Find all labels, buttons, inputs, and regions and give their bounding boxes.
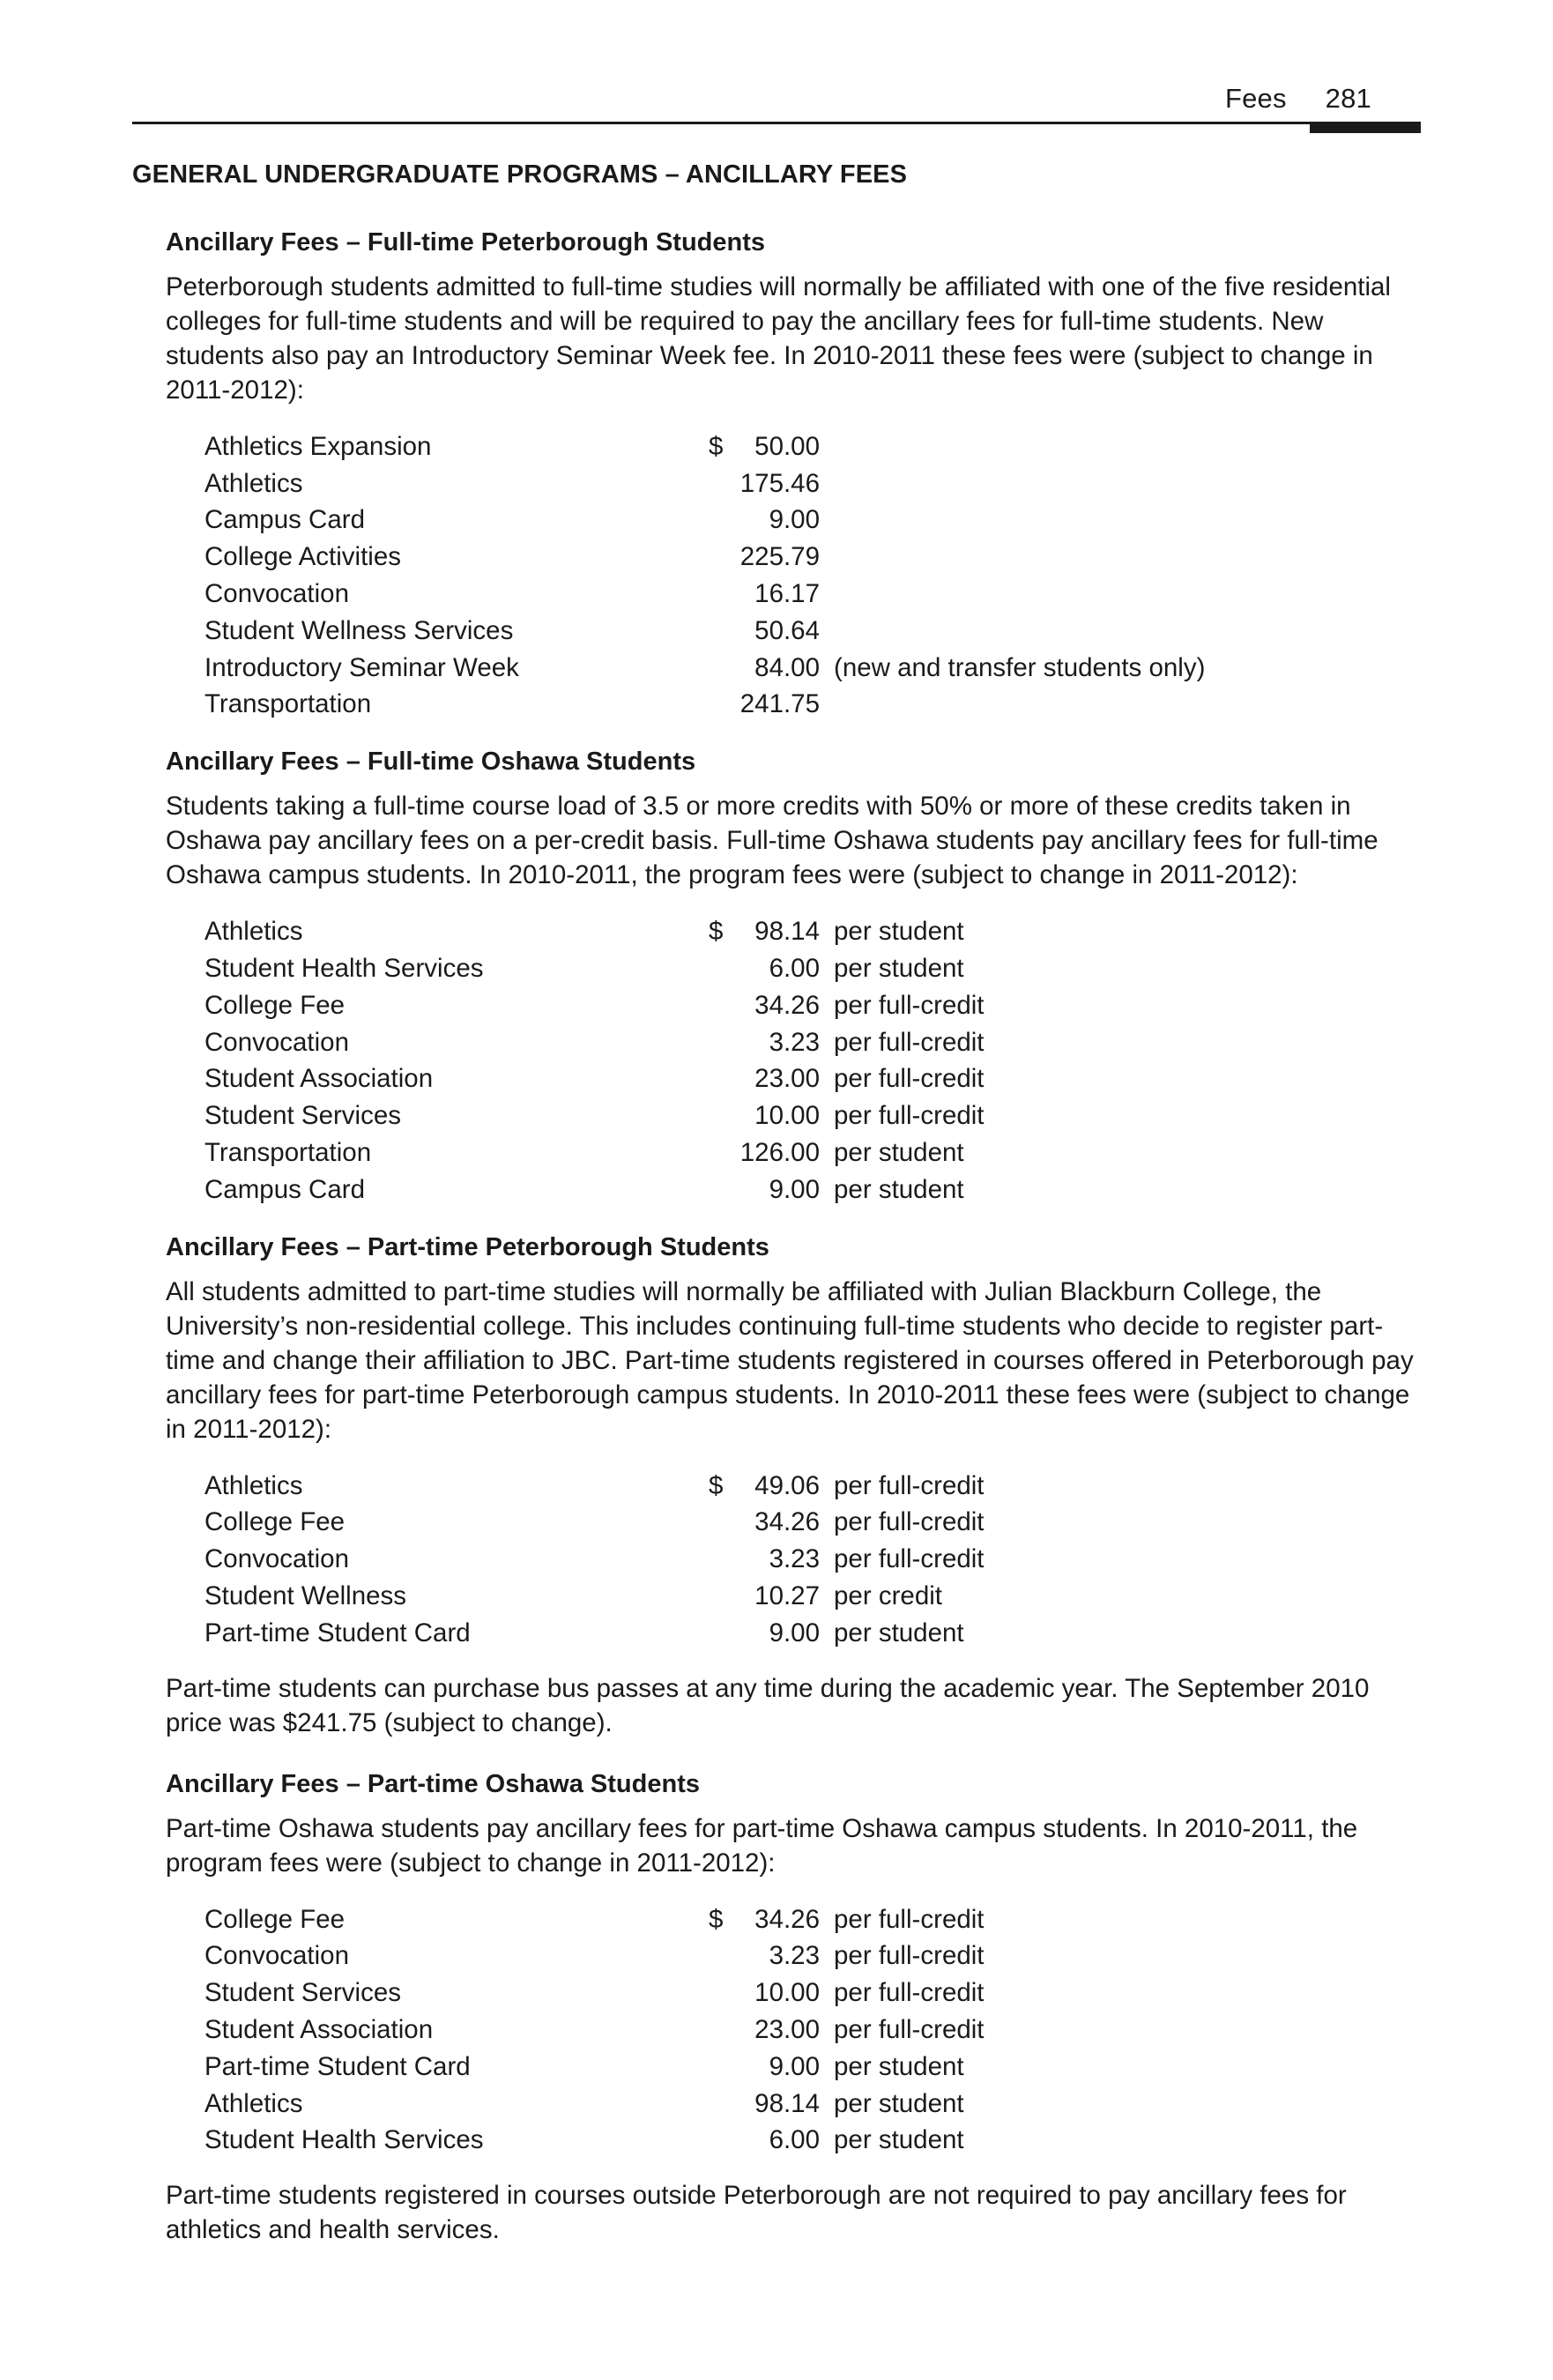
fee-cur (709, 613, 732, 650)
fee-label: Convocation (204, 1027, 349, 1057)
fee-note: per full-credit (834, 1544, 985, 1574)
fee-note: (new and transfer students only) (834, 652, 1206, 682)
fee-row (204, 1171, 985, 1209)
fee-amt: 34.26 (754, 1507, 820, 1537)
fee-amt: 126.00 (739, 1138, 820, 1168)
fee-label: Part-time Student Card (204, 1618, 471, 1647)
fee-cur (709, 987, 732, 1024)
fee-amt: 10.00 (754, 1101, 820, 1131)
fee-row (204, 987, 985, 1024)
page-title: GENERAL UNDERGRADUATE PROGRAMS – ANCILLARY FEES (132, 160, 908, 189)
fee-note: per full-credit (834, 1470, 985, 1500)
fee-row (204, 613, 1205, 650)
fee-label: Student Health Services (204, 954, 484, 984)
fee-row (204, 1578, 985, 1615)
fee-amt: 9.00 (769, 1618, 820, 1647)
fee-note (820, 576, 1205, 613)
fee-cur (709, 1975, 732, 2012)
fee-amt: 9.00 (769, 2051, 820, 2081)
fee-table (204, 913, 985, 1208)
header-section-name: Fees (1224, 83, 1287, 114)
fee-label: Campus Card (204, 1174, 365, 1204)
fee-label: Student Services (204, 1101, 402, 1131)
fee-row (204, 465, 1205, 502)
fee-note: per full-credit (834, 1978, 985, 2008)
fee-label: Convocation (204, 1941, 349, 1971)
fee-label: Introductory Seminar Week (204, 652, 519, 682)
running-head (1225, 83, 1371, 115)
section-note: Part-time students can purchase bus passes at any time during the academic year. The September 2010 price was $241.75 (subject to change). (166, 1673, 1370, 1737)
fee-amt: 16.17 (754, 579, 820, 609)
fee-row (204, 1975, 985, 2012)
section-note: Part-time students registered in courses outside Peterborough are not required to pay ancillary fees for athletics and health services. (166, 2181, 1347, 2245)
fee-section (166, 1770, 1419, 2248)
fee-amt: 84.00 (754, 652, 820, 682)
fee-note: per student (834, 2051, 964, 2081)
fee-cur (709, 2123, 732, 2160)
fee-label: Transportation (204, 1138, 372, 1168)
fee-note (820, 465, 1205, 502)
fee-row (204, 650, 1205, 687)
fee-amt: 98.14 (754, 917, 820, 947)
fee-cur (709, 1134, 732, 1171)
fee-cur (709, 1615, 732, 1652)
fee-cur (709, 1938, 732, 1975)
fee-section (166, 228, 1419, 723)
fee-section (166, 1233, 1419, 1740)
fee-row (204, 1541, 985, 1578)
sections-container (132, 228, 1419, 2247)
fee-row (204, 1901, 985, 1938)
fee-row (204, 1615, 985, 1652)
fee-note: per full-credit (834, 1941, 985, 1971)
fee-note: per full-credit (834, 1507, 985, 1537)
fee-cur (709, 650, 732, 687)
fee-note: per full-credit (834, 2015, 985, 2045)
fee-row (204, 2049, 985, 2086)
fee-label: College Activities (204, 542, 401, 572)
section-paragraph: Part-time Oshawa students pay ancillary fees for part-time Oshawa campus students. In 2010-2011, the program fees were (subject to change in 2011-2012): (166, 1813, 1358, 1878)
fee-cur (709, 1541, 732, 1578)
fee-label: Student Health Services (204, 2125, 484, 2155)
fee-label: Student Wellness Services (204, 615, 514, 645)
fee-row (204, 1468, 985, 1505)
fee-cur (709, 1097, 732, 1134)
fee-cur (709, 2086, 732, 2123)
fee-label: Student Services (204, 1978, 402, 2008)
fee-label: Athletics (204, 2088, 303, 2118)
fee-cur: $ (709, 1904, 724, 1934)
header-rule-block (1310, 124, 1421, 133)
fee-label: Student Association (204, 1064, 434, 1094)
fee-amt: 34.26 (754, 990, 820, 1020)
fee-cur: $ (709, 1470, 724, 1500)
fee-cur (709, 950, 732, 987)
fee-row (204, 1134, 985, 1171)
fee-cur (709, 2012, 732, 2049)
fee-row (204, 950, 985, 987)
fee-amt: 49.06 (754, 1470, 820, 1500)
fee-label: Athletics (204, 917, 303, 947)
fee-cur (709, 1505, 732, 1542)
fee-row (204, 2086, 985, 2123)
fee-amt: 23.00 (754, 2015, 820, 2045)
running-header (132, 78, 1421, 139)
fee-note: per student (834, 2125, 964, 2155)
section-heading: Ancillary Fees – Full-time Oshawa Students (166, 747, 696, 777)
fee-row (204, 2123, 985, 2160)
fee-cur (709, 1061, 732, 1098)
fee-label: College Fee (204, 990, 346, 1020)
fee-note: per student (834, 2088, 964, 2118)
fee-amt: 225.79 (739, 542, 820, 572)
fee-table (204, 1901, 985, 2160)
fee-table (204, 1468, 985, 1652)
page-number: 281 (1325, 83, 1371, 114)
fee-note: per credit (834, 1581, 942, 1611)
fee-note (820, 539, 1205, 576)
fee-note (820, 687, 1205, 724)
fee-label: Convocation (204, 1544, 349, 1574)
fee-row (204, 502, 1205, 539)
page-content (132, 160, 1419, 2277)
fee-amt: 175.46 (739, 468, 820, 498)
fee-amt: 50.64 (754, 615, 820, 645)
fee-note: per student (834, 917, 964, 947)
fee-amt: 3.23 (769, 1941, 820, 1971)
fee-label: Student Wellness (204, 1581, 407, 1611)
fee-cur (709, 1024, 732, 1061)
fee-note: per full-credit (834, 1904, 985, 1934)
fee-row (204, 687, 1205, 724)
fee-row (204, 576, 1205, 613)
fee-amt: 3.23 (769, 1544, 820, 1574)
fee-note (820, 613, 1205, 650)
fee-amt: 241.75 (739, 689, 820, 719)
fee-amt: 50.00 (754, 431, 820, 461)
fee-row (204, 913, 985, 950)
fee-row (204, 539, 1205, 576)
fee-section (166, 747, 1419, 1208)
fee-table (204, 428, 1205, 723)
fee-row (204, 1024, 985, 1061)
fee-amt: 10.27 (754, 1581, 820, 1611)
section-paragraph: Peterborough students admitted to full-time studies will normally be affiliated with one of the five residential colleges for full-time students and will be required to pay the ancillary fees for full-time students. New students also pay an Introductory Seminar Week fee. In 2010-2011 these fees were (subject to change in 2011-2012): (166, 272, 1391, 405)
fee-label: Part-time Student Card (204, 2051, 471, 2081)
fee-row (204, 1938, 985, 1975)
fee-note (820, 502, 1205, 539)
fee-amt: 9.00 (769, 1174, 820, 1204)
section-paragraph: All students admitted to part-time studies will normally be affiliated with Julian Blackburn College, the University’s non-residential college. This includes continuing full-time students who decide to register part-time and change their affiliation to JBC. Part-time students registered in courses offered in Peterborough pay ancillary fees for part-time Peterborough campus students. In 2010-2011 these fees were (subject to change in 2011-2012): (166, 1276, 1414, 1444)
fee-note (820, 428, 1205, 465)
section-heading: Ancillary Fees – Part-time Oshawa Students (166, 1769, 700, 1798)
fee-label: Campus Card (204, 505, 365, 535)
fee-amt: 98.14 (754, 2088, 820, 2118)
section-heading: Ancillary Fees – Part-time Peterborough Students (166, 1232, 769, 1261)
fee-label: College Fee (204, 1904, 346, 1934)
fee-label: Convocation (204, 579, 349, 609)
fee-amt: 3.23 (769, 1027, 820, 1057)
fee-cur (709, 539, 732, 576)
fee-row (204, 2012, 985, 2049)
section-heading: Ancillary Fees – Full-time Peterborough Students (166, 228, 766, 257)
fee-cur (709, 1171, 732, 1209)
fee-amt: 6.00 (769, 2125, 820, 2155)
header-rule (132, 122, 1421, 124)
fee-row (204, 1505, 985, 1542)
section-paragraph: Students taking a full-time course load of 3.5 or more credits with 50% or more of these credits taken in Oshawa pay ancillary fees on a per-credit basis. Full-time Oshawa students pay ancillary fees for full-time Oshawa campus students. In 2010-2011, the program fees were (subject to change in 2011-2012): (166, 792, 1378, 890)
fee-label: Student Association (204, 2015, 434, 2045)
fee-label: Athletics (204, 468, 303, 498)
fee-amt: 9.00 (769, 505, 820, 535)
fee-row (204, 428, 1205, 465)
fee-cur (709, 2049, 732, 2086)
fee-label: Athletics Expansion (204, 431, 432, 461)
fee-row (204, 1097, 985, 1134)
fee-label: Transportation (204, 689, 372, 719)
fee-cur (709, 687, 732, 724)
fee-amt: 10.00 (754, 1978, 820, 2008)
fee-amt: 34.26 (754, 1904, 820, 1934)
fee-note: per full-credit (834, 1101, 985, 1131)
fee-cur (709, 576, 732, 613)
fee-amt: 6.00 (769, 954, 820, 984)
fee-cur (709, 1578, 732, 1615)
fee-amt: 23.00 (754, 1064, 820, 1094)
fee-note: per full-credit (834, 1027, 985, 1057)
fee-note: per full-credit (834, 990, 985, 1020)
fee-cur (709, 465, 732, 502)
fee-note: per full-credit (834, 1064, 985, 1094)
fee-cur (709, 502, 732, 539)
fee-cur: $ (709, 431, 724, 461)
fee-cur: $ (709, 917, 724, 947)
fee-note: per student (834, 1174, 964, 1204)
fee-label: Athletics (204, 1470, 303, 1500)
fee-note: per student (834, 954, 964, 984)
fee-note: per student (834, 1138, 964, 1168)
fee-note: per student (834, 1618, 964, 1647)
fee-label: College Fee (204, 1507, 346, 1537)
fee-row (204, 1061, 985, 1098)
